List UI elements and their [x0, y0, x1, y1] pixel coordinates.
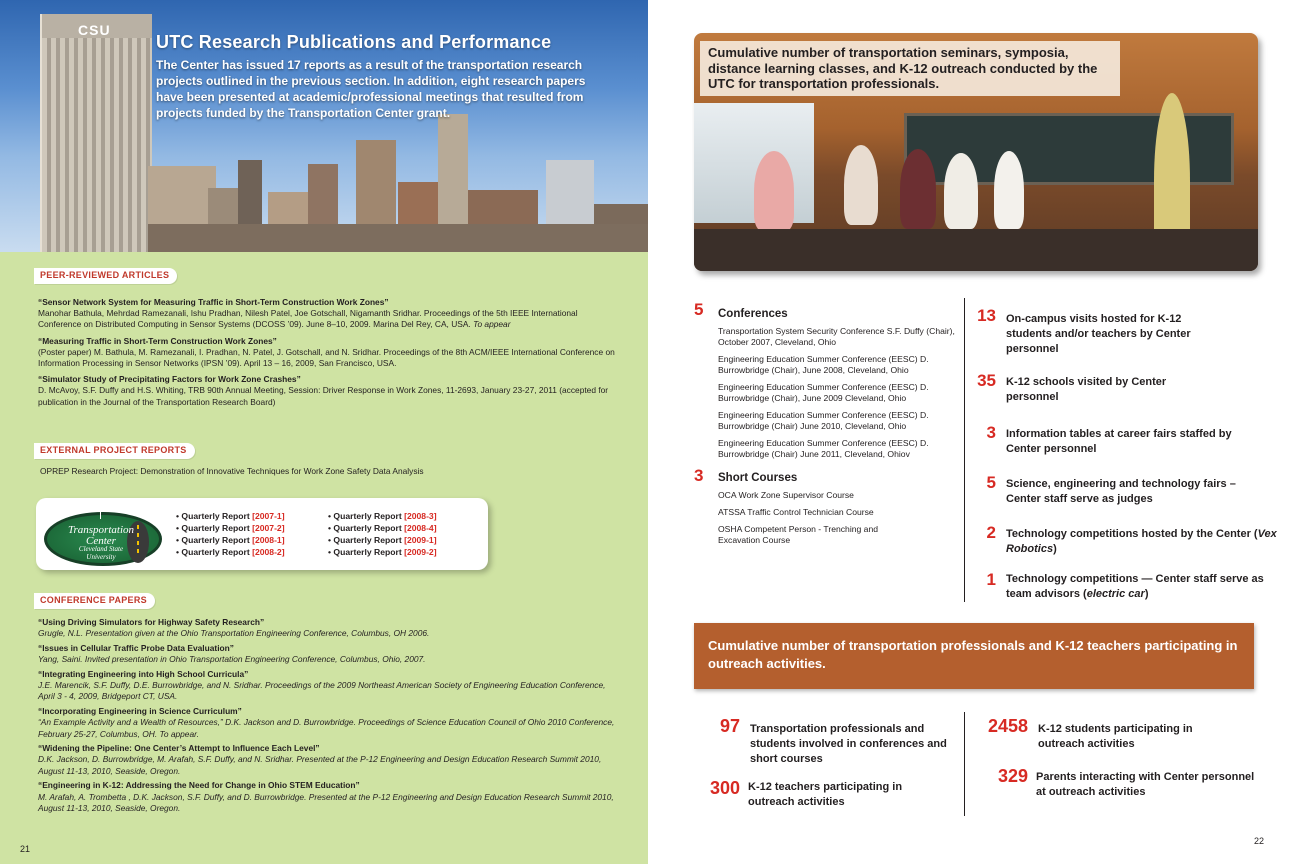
list-item — [38, 617, 618, 640]
paper-title: “Integrating Engineering into High School Curricula” — [38, 668, 249, 679]
paper-citation: M. Arafah, A. Trombetta , D.K. Jackson, S.F. Duffy, and D. Burrowbridge. Presented at the P-12 Engineering and Design Education Research Summit 2010, August 11-13, 2010, Seaside, Oregon. — [38, 791, 614, 814]
list-item: Engineering Education Summer Conference (EESC) D. Burrowbridge (Chair), June 2008, Cleveland, Ohio — [718, 354, 929, 375]
stat-number: 1 — [986, 570, 996, 589]
list-item — [38, 336, 618, 370]
stat-label: K-12 teachers participating in outreach activities — [748, 781, 903, 808]
stat-number: 3 — [986, 423, 996, 442]
list-item — [38, 643, 618, 666]
stat-number: 35 — [977, 371, 996, 390]
reports-column-2 — [328, 510, 437, 558]
oprep-project: OPREP Research Project: Demonstration of Innovative Techniques for Work Zone Safety Data Analysis — [40, 466, 424, 476]
list-item: Transportation System Security Conference S.F. Duffy (Chair), October 2007, Cleveland, Ohio — [718, 326, 955, 347]
paper-title: “Engineering in K-12: Addressing the Need for Change in Ohio STEM Education” — [38, 780, 360, 791]
paper-title: “Using Driving Simulators for Highway Safety Research” — [38, 617, 265, 627]
article-title: “Measuring Traffic in Short-Term Construction Work Zones” — [38, 335, 277, 346]
report-link[interactable]: • Quarterly Report [2007-2] — [176, 523, 285, 533]
stat-label: Science, engineering and technology fairs – Center staff serve as judges — [1006, 478, 1236, 505]
short-courses-count: 3 — [694, 466, 704, 485]
peer-reviewed-list — [38, 297, 618, 413]
transportation-center-logo — [44, 512, 162, 566]
stat-label: K-12 schools visited by Center personnel — [1006, 376, 1167, 403]
list-item: Engineering Education Summer Conference (EESC) D. Burrowbridge (Chair), June 2009 Cleveland, Ohio — [718, 382, 929, 403]
classroom-photo — [694, 33, 1258, 271]
paper-citation: Grugle, N.L. Presentation given at the Ohio Transportation Engineering Conference, Columbus, OH 2006. — [38, 628, 430, 639]
report-link[interactable]: • Quarterly Report [2007-1] — [176, 511, 285, 521]
report-link[interactable]: • Quarterly Report [2008-4] — [328, 523, 437, 533]
paper-citation: D.K. Jackson, D. Burrowbridge, M. Arafah, S.F. Duffy, and N. Sridhar. Presented at the P-12 Engineering and Design Education Research Summit 2010, August 11-13, 2010, Seaside, Oregon. — [38, 754, 602, 776]
list-item — [38, 669, 618, 703]
paper-title: “Incorporating Engineering in Science Curriculum” — [38, 705, 242, 716]
article-citation: Manohar Bathula, Mehrdad Ramezanali, Ishu Pradhan, Nilesh Patel, Joe Gotschall, Nigamanth Sridhar. Proceedings of the 5th IEEE International Conference on Distributed Computing in Sensor Systems (DCOSS ’09). June 8–10, 2009. Marina Del Rey, CA, USA. — [38, 308, 578, 330]
stat-number: 5 — [986, 473, 996, 492]
article-citation: (Poster paper) M. Bathula, M. Ramezanali, I. Pradhan, N. Patel, J. Gotschall, and N. Sridhar. Proceedings of the 8th ACM/IEEE International Conference on Information Processing in Sensor Networks (IPSN ’09). April 13 – 16, 2009, San Francisco, USA. — [38, 346, 615, 369]
right-page — [648, 0, 1296, 864]
csu-tower — [40, 14, 152, 252]
conferences-column — [694, 300, 966, 552]
column-divider — [964, 298, 965, 602]
stat-label: Parents interacting with Center personnel at outreach activities — [1036, 771, 1255, 798]
stat-number: 329 — [997, 766, 1028, 786]
conference-papers-tag: CONFERENCE PAPERS — [34, 593, 155, 609]
report-link[interactable]: • Quarterly Report [2008-3] — [328, 511, 437, 521]
intro-paragraph: The Center has issued 17 reports as a result of the transportation research projects outlined in the previous section. In addition, eight research papers have been presented at academic/professional meetings that resulted from projects funded by the Transportation Center grant. — [156, 58, 586, 120]
report-link[interactable]: • Quarterly Report [2008-2] — [176, 547, 285, 557]
stat-label: K-12 students participating in outreach activities — [1038, 723, 1193, 750]
outreach-banner: Cumulative number of transportation professionals and K-12 teachers participating in outreach activities. — [694, 623, 1254, 689]
quarterly-reports-box — [36, 498, 488, 570]
stat-item — [968, 371, 1258, 411]
peer-reviewed-tag: PEER-REVIEWED ARTICLES — [34, 268, 177, 284]
column-divider — [964, 712, 965, 816]
stat-label: Technology competitions hosted by the Center (Vex Robotics) — [1006, 528, 1277, 555]
stat-label: Information tables at career fairs staffed by Center personnel — [1006, 428, 1232, 455]
reports-column-1 — [176, 510, 285, 558]
short-courses-heading: Short Courses — [718, 472, 798, 484]
page-number-left: 21 — [20, 844, 31, 854]
stat-item — [968, 423, 1258, 463]
list-item: OCA Work Zone Supervisor Course — [718, 490, 854, 500]
conference-papers-list — [38, 617, 618, 818]
report-link[interactable]: • Quarterly Report [2009-2] — [328, 547, 437, 557]
photo-caption: Cumulative number of transportation seminars, symposia, distance learning classes, and K-12 outreach conducted by the UTC for transportation professionals. — [700, 41, 1120, 96]
list-item: Engineering Education Summer Conference (EESC) D. Burrowbridge (Chair) June 2011, Cleveland, Ohiov — [718, 438, 929, 459]
stat-item — [968, 523, 1277, 563]
paper-citation: “An Example Activity and a Wealth of Resources,” D.K. Jackson and D. Burrowbridge. Proceedings of Science Education Council of Ohio 2010 Conference, February 25-27, Columbus, OH. To appear. — [38, 717, 615, 739]
report-link[interactable]: • Quarterly Report [2008-1] — [176, 535, 285, 545]
stat-number: 97 — [719, 716, 740, 736]
stat-label: Transportation professionals and students involved in conferences and short courses — [750, 723, 947, 765]
paper-citation: J.E. Marencik, S.F. Duffy, D.E. Burrowbridge, and N. Sridhar. Proceedings of the 2009 Northeast American Society of Engineering Education Conference, April 3 - 4, 2009, Bridgeport CT, USA. — [38, 680, 606, 702]
article-citation: D. McAvoy, S.F. Duffy and H.S. Whiting, TRB 90th Annual Meeting, Session: Driver Response in Work Zones, 11-2693, January 23-27, 2011 (accepted for publication in the Journal of the Transportation Research Board) — [38, 385, 609, 407]
stat-number: 13 — [977, 306, 996, 325]
logo-text-1: Transportation — [67, 524, 135, 536]
csu-logo-text: CSU — [78, 22, 111, 38]
stat-number: 2 — [986, 523, 996, 542]
paper-title: “Issues in Cellular Traffic Probe Data Evaluation” — [38, 642, 234, 653]
stat-label: On-campus visits hosted for K-12 students and/or teachers by Center personnel — [1006, 313, 1191, 355]
logo-text-4: University — [86, 553, 116, 561]
stat-number: 2458 — [987, 716, 1028, 736]
list-item: Engineering Education Summer Conference (EESC) D. Burrowbridge (Chair) June 2010, Cleveland, Ohio — [718, 410, 929, 431]
paper-title: “Widening the Pipeline: One Center’s Attempt to Influence Each Level” — [38, 743, 320, 754]
logo-text-3: Cleveland State — [78, 545, 124, 553]
list-item — [38, 297, 618, 331]
page-number-right: 22 — [1254, 836, 1265, 846]
list-item — [38, 780, 618, 814]
paper-citation: Yang, Saini. Invited presentation in Ohio Transportation Engineering Conference, Columbus, Ohio, 2007. — [38, 654, 426, 665]
list-item — [38, 706, 618, 740]
list-item — [38, 743, 618, 777]
header-block — [156, 32, 586, 121]
article-status: To appear — [473, 319, 511, 330]
report-link[interactable]: • Quarterly Report [2009-1] — [328, 535, 437, 545]
stat-number: 300 — [709, 778, 740, 798]
article-title: “Simulator Study of Precipitating Factors for Work Zone Crashes” — [38, 374, 301, 385]
stat-label: Technology competitions — Center staff serve as team advisors (electric car) — [1006, 573, 1264, 600]
list-item: ATSSA Traffic Control Technician Course — [718, 507, 874, 517]
external-reports-tag: EXTERNAL PROJECT REPORTS — [34, 443, 195, 459]
stat-item — [968, 473, 1258, 513]
stat-item — [968, 306, 1258, 356]
stat-item — [968, 570, 1264, 610]
hero-image-cleveland-skyline — [0, 0, 648, 252]
conferences-heading: Conferences — [718, 308, 788, 320]
list-item: OSHA Competent Person - Trenching and Excavation Course — [718, 524, 879, 545]
skyline — [148, 132, 648, 252]
page-title: UTC Research Publications and Performance — [156, 32, 552, 52]
conferences-count: 5 — [694, 300, 704, 319]
logo-text-2: Center — [86, 535, 116, 547]
list-item — [38, 374, 618, 408]
article-title: “Sensor Network System for Measuring Traffic in Short-Term Construction Work Zones” — [38, 297, 389, 307]
